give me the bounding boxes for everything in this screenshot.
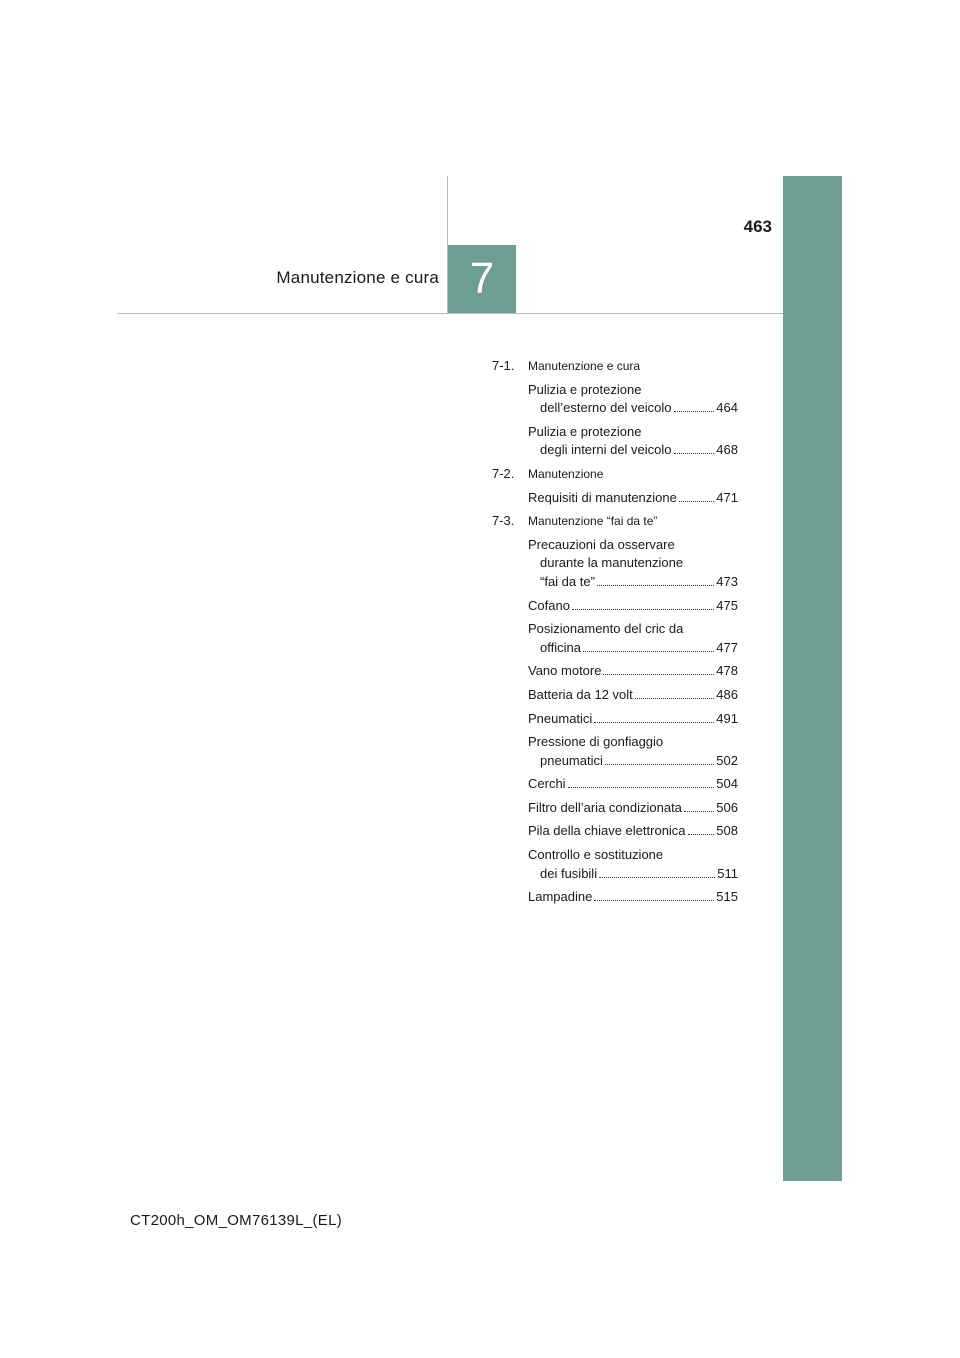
toc-entry[interactable] xyxy=(528,536,738,592)
toc-entry-page: 486 xyxy=(716,686,738,702)
toc-entry[interactable] xyxy=(528,423,738,460)
toc-entry-list xyxy=(528,536,738,907)
toc-entry-leader-line xyxy=(528,597,738,616)
toc-entry-page: 478 xyxy=(716,663,738,679)
toc-entry-page: 502 xyxy=(716,752,738,768)
toc-section-number: 7-3. xyxy=(492,513,515,529)
toc-entry-text: Batteria da 12 volt xyxy=(528,686,633,702)
toc-section-title: Manutenzione e cura xyxy=(528,359,641,373)
toc-entry[interactable] xyxy=(528,662,738,681)
toc-entry[interactable] xyxy=(528,846,738,883)
dot-leader xyxy=(603,674,714,675)
dot-leader xyxy=(594,900,714,901)
toc-entry-leader-line xyxy=(528,662,738,681)
toc-entry-page: 464 xyxy=(716,400,738,416)
toc-entry-text: Pulizia e protezione xyxy=(528,423,642,439)
toc-entry[interactable] xyxy=(528,799,738,818)
toc-entry-page: 468 xyxy=(716,442,738,458)
toc-entry[interactable] xyxy=(528,710,738,729)
toc-entry-text: pneumatici xyxy=(540,752,603,768)
dot-leader xyxy=(635,698,715,699)
toc-entry-text: Vano motore xyxy=(528,663,602,679)
document-code-footer: CT200h_OM_OM76139L_(EL) xyxy=(130,1212,343,1229)
toc-entry-text: degli interni del veicolo xyxy=(540,442,672,458)
toc-section-header[interactable] xyxy=(492,357,738,376)
toc-entry-page: 511 xyxy=(717,865,738,881)
page-number: 463 xyxy=(743,217,772,236)
dot-leader xyxy=(568,787,715,788)
toc-section xyxy=(492,512,738,907)
toc-entry-leader-line xyxy=(528,573,738,592)
toc-section-title: Manutenzione xyxy=(528,466,604,481)
toc-section-number: 7-1. xyxy=(492,358,515,373)
toc-entry-text: Precauzioni da osservare xyxy=(528,536,675,552)
toc-entry[interactable] xyxy=(528,597,738,616)
toc-entry-leader-line xyxy=(528,639,738,658)
toc-entry-text: Pneumatici xyxy=(528,710,593,726)
toc-entry[interactable] xyxy=(528,381,738,418)
dot-leader xyxy=(688,834,715,835)
toc-section-title: Manutenzione “fai da te” xyxy=(528,514,658,529)
toc-entry-list xyxy=(528,489,738,508)
toc-entry-leader-line xyxy=(528,686,738,705)
toc-entry[interactable] xyxy=(528,888,738,907)
toc-entry-page: 475 xyxy=(716,597,738,613)
toc-section xyxy=(492,465,738,507)
toc-entry[interactable] xyxy=(528,620,738,657)
toc-entry-text: Controllo e sostituzione xyxy=(528,847,664,863)
toc-section xyxy=(492,357,738,460)
toc-entry-page: 506 xyxy=(716,799,738,815)
toc-entry-page: 477 xyxy=(716,639,738,655)
toc-entry-text: dell’esterno del veicolo xyxy=(540,400,672,416)
toc-entry-leader-line xyxy=(528,399,738,418)
toc-entry-text: Cerchi xyxy=(528,776,566,792)
toc-entry-leader-line xyxy=(528,822,738,841)
toc-entry-text: Pila della chiave elettronica xyxy=(528,823,686,839)
dot-leader xyxy=(605,764,714,765)
toc-entry-text: dei fusibili xyxy=(540,865,598,881)
dot-leader xyxy=(594,722,714,723)
toc-entry-text: officina xyxy=(540,639,581,655)
dot-leader xyxy=(674,453,715,454)
toc-entry[interactable] xyxy=(528,775,738,794)
dot-leader xyxy=(572,609,714,610)
toc-entry-leader-line xyxy=(528,752,738,771)
toc-entry-text: durante la manutenzione xyxy=(540,555,684,571)
toc-section-number: 7-2. xyxy=(492,465,515,481)
toc-entry-leader-line xyxy=(528,489,738,508)
toc-entry-text: Pressione di gonfiaggio xyxy=(528,734,664,750)
toc-entry-page: 491 xyxy=(716,710,738,726)
toc-entry-text: Cofano xyxy=(528,597,570,613)
toc-entry-page: 504 xyxy=(716,776,738,792)
chapter-side-tab xyxy=(783,176,842,1181)
dot-leader xyxy=(674,411,715,412)
toc-entry-text: “fai da te” xyxy=(540,573,595,589)
toc-entry-page: 515 xyxy=(716,889,738,905)
header-horizontal-rule xyxy=(118,313,783,314)
toc-entry-text: Pulizia e protezione xyxy=(528,381,642,397)
dot-leader xyxy=(679,501,714,502)
chapter-title: Manutenzione e cura xyxy=(276,268,439,287)
toc-section-header[interactable] xyxy=(492,512,738,531)
toc-entry-text: Posizionamento del cric da xyxy=(528,621,684,637)
dot-leader xyxy=(597,585,714,586)
toc-entry-text: Lampadine xyxy=(528,889,593,905)
toc-entry-leader-line xyxy=(528,888,738,907)
toc-entry-leader-line xyxy=(528,710,738,729)
toc-entry-leader-line xyxy=(528,799,738,818)
toc-entry-leader-line xyxy=(528,865,738,884)
toc-entry[interactable] xyxy=(528,733,738,770)
toc-entry[interactable] xyxy=(528,822,738,841)
chapter-number-badge: 7 xyxy=(448,245,516,313)
toc-entry-page: 473 xyxy=(716,573,738,589)
table-of-contents xyxy=(492,357,738,912)
dot-leader xyxy=(599,877,715,878)
dot-leader xyxy=(583,651,714,652)
toc-entry-text: Filtro dell’aria condizionata xyxy=(528,799,682,815)
toc-entry-leader-line xyxy=(528,775,738,794)
dot-leader xyxy=(684,811,714,812)
toc-entry-list xyxy=(528,381,738,460)
toc-entry[interactable] xyxy=(528,686,738,705)
toc-entry[interactable] xyxy=(528,489,738,508)
toc-entry-page: 508 xyxy=(716,823,738,839)
toc-entry-page: 471 xyxy=(716,489,738,505)
toc-entry-leader-line xyxy=(528,441,738,460)
toc-entry-text: Requisiti di manutenzione xyxy=(528,489,677,505)
toc-section-header[interactable] xyxy=(492,465,738,484)
